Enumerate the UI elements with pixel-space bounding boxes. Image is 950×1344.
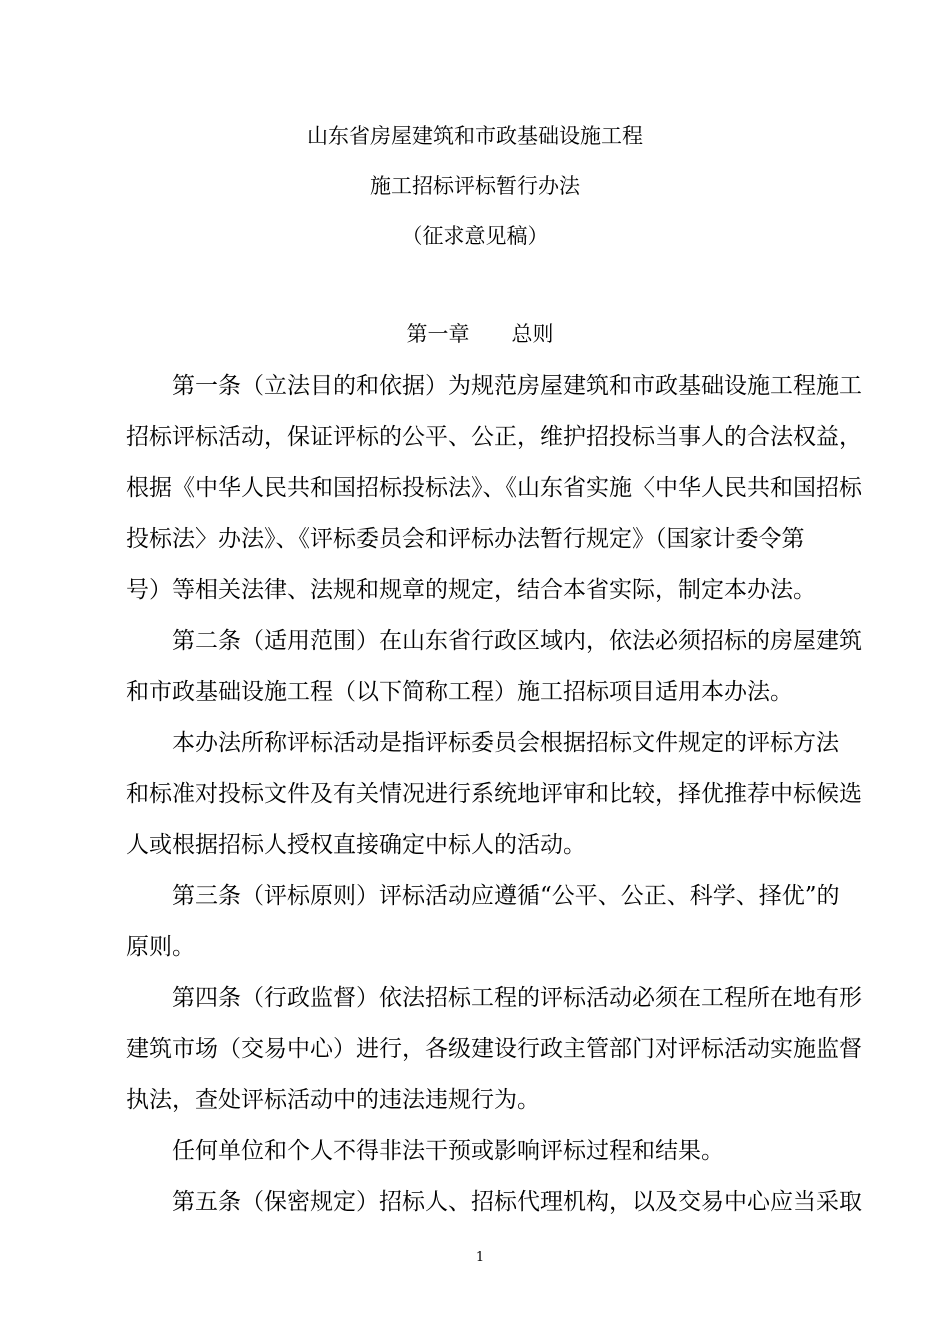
scope-paragraph-line-1: 本办法所称评标活动是指评标委员会根据招标文件规定的评标方法 <box>172 730 839 756</box>
non-interference-paragraph: 任何单位和个人不得非法干预或影响评标过程和结果。 <box>172 1138 724 1164</box>
document-subtitle: （征求意见稿） <box>401 224 549 248</box>
article-4-line-1: 第四条（行政监督）依法招标工程的评标活动必须在工程所在地有形 <box>172 985 862 1011</box>
page-number: 1 <box>475 1250 485 1265</box>
article-2-line-2: 和市政基础设施工程（以下简称工程）施工招标项目适用本办法。 <box>126 679 793 705</box>
article-2-line-1: 第二条（适用范围）在山东省行政区域内，依法必须招标的房屋建筑 <box>172 628 862 654</box>
document-title-line-2: 施工招标评标暂行办法 <box>370 174 580 198</box>
article-4-line-2: 建筑市场（交易中心）进行，各级建设行政主管部门对评标活动实施监督 <box>126 1036 862 1062</box>
scope-paragraph-line-2: 和标准对投标文件及有关情况进行系统地评审和比较，择优推荐中标候选 <box>126 781 862 807</box>
chapter-heading: 第一章 总则 <box>406 322 554 346</box>
article-1-line-4: 投标法〉办法》、《评标委员会和评标办法暂行规定》（国家计委令第 <box>126 526 805 552</box>
scope-paragraph-line-3: 人或根据招标人授权直接确定中标人的活动。 <box>126 832 586 858</box>
article-3-line-2: 原则。 <box>126 934 195 960</box>
article-5-line-1: 第五条（保密规定）招标人、招标代理机构，以及交易中心应当采取 <box>172 1189 862 1215</box>
article-4-line-3: 执法，查处评标活动中的违法违规行为。 <box>126 1087 540 1113</box>
article-1-line-3: 根据《中华人民共和国招标投标法》、《山东省实施〈中华人民共和国招标 <box>126 475 862 501</box>
article-3-line-1: 第三条（评标原则）评标活动应遵循“公平、公正、科学、择优”的 <box>172 883 840 909</box>
document-title-line-1: 山东省房屋建筑和市政基础设施工程 <box>307 124 643 148</box>
article-1-line-5: 号）等相关法律、法规和规章的规定，结合本省实际，制定本办法。 <box>126 577 816 603</box>
article-1-line-1: 第一条（立法目的和依据）为规范房屋建筑和市政基础设施工程施工 <box>172 373 862 399</box>
article-1-line-2: 招标评标活动，保证评标的公平、公正，维护招投标当事人的合法权益， <box>126 424 862 450</box>
